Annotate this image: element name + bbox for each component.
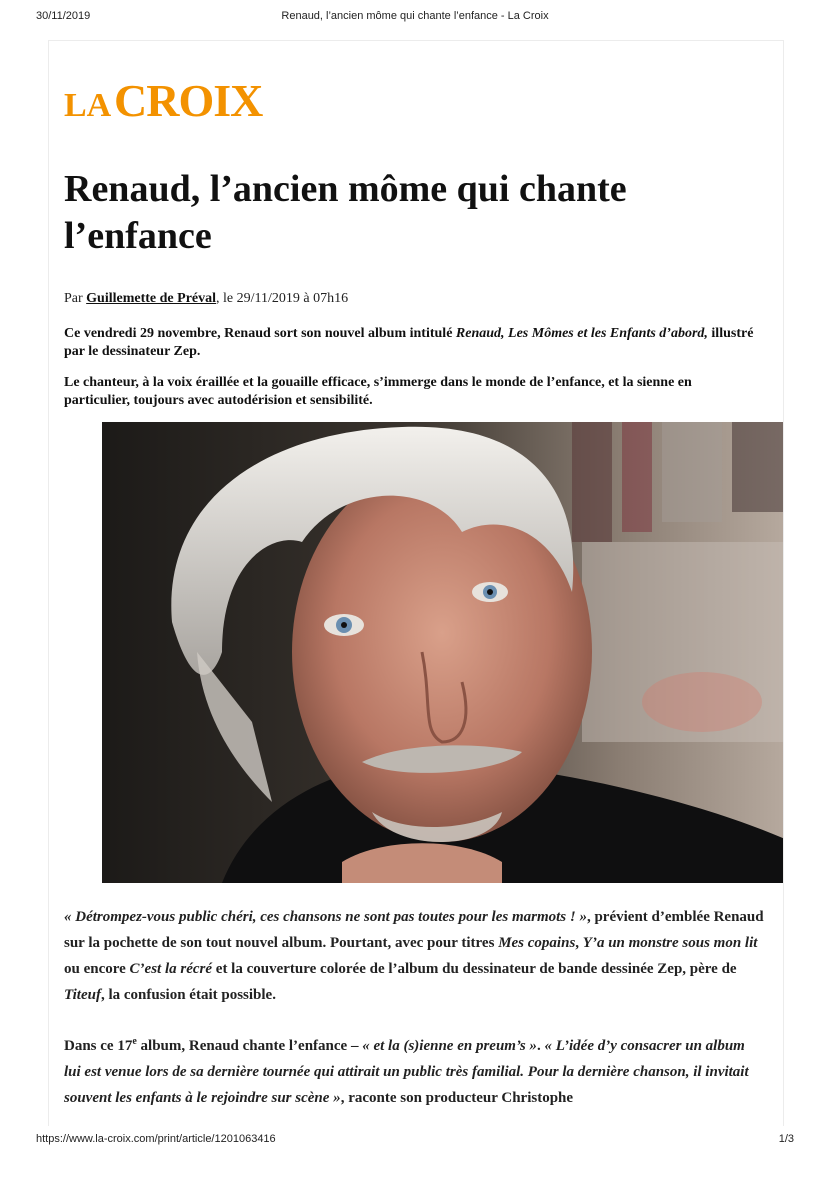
body-paragraph-2: Dans ce 17e album, Renaud chante l’enfance – « et la (s)ienne en preum’s ». « L’idée d’y consacrer un album lui est venue lors de sa dernière tournée qui attirait un public très familial. Pour la dernière chanson, il invitait souvent les enfants à le rejoindre sur scène », raconte son producteur Christophe [64,1036,749,1106]
lead-paragraph-2: Le chanteur, à la voix éraillée et la gouaille efficace, s’immerge dans le monde de l’enfance, et la sienne en particulier, toujours avec autodérision et sensibilité. [64,375,692,408]
byline-prefix: Par [64,291,87,306]
print-footer [36,1133,794,1149]
article-page [48,40,784,1126]
logo-text-croix: CROIX [114,75,263,126]
byline-date: , le 29/11/2019 à 07h16 [216,291,349,306]
print-date: 30/11/2019 [36,10,91,22]
print-title: Renaud, l’ancien môme qui chante l’enfance - La Croix [281,10,549,22]
la-croix-logo [64,71,324,131]
byline [64,291,348,307]
lead-paragraph-1: Ce vendredi 29 novembre, Renaud sort son nouvel album intitulé Renaud, Les Mômes et les Enfants d’abord, illustré par le dessinateur Zep. [64,326,754,359]
logo-text-la: LA [64,87,112,124]
author-link[interactable]: Guillemette de Préval [86,291,217,306]
body-paragraph-1: « Détrompez-vous public chéri, ces chansons ne sont pas toutes pour les marmots ! », prévient d’emblée Renaud sur la pochette de son tout nouvel album. Pourtant, avec pour titres Mes copains, Y’a un monstre sous mon lit ou encore C’est la récré et la couverture colorée de l’album du dessinateur de bande dessinée Zep, père de Titeuf, la confusion était possible. [64,909,764,1003]
page-number: 1/3 [778,1133,794,1145]
article-headline: Renaud, l’ancien môme qui chante l’enfance [64,168,627,257]
print-url: https://www.la-croix.com/print/article/1201063416 [36,1133,276,1145]
print-header [36,10,794,26]
article-photo-renaud [102,422,784,883]
